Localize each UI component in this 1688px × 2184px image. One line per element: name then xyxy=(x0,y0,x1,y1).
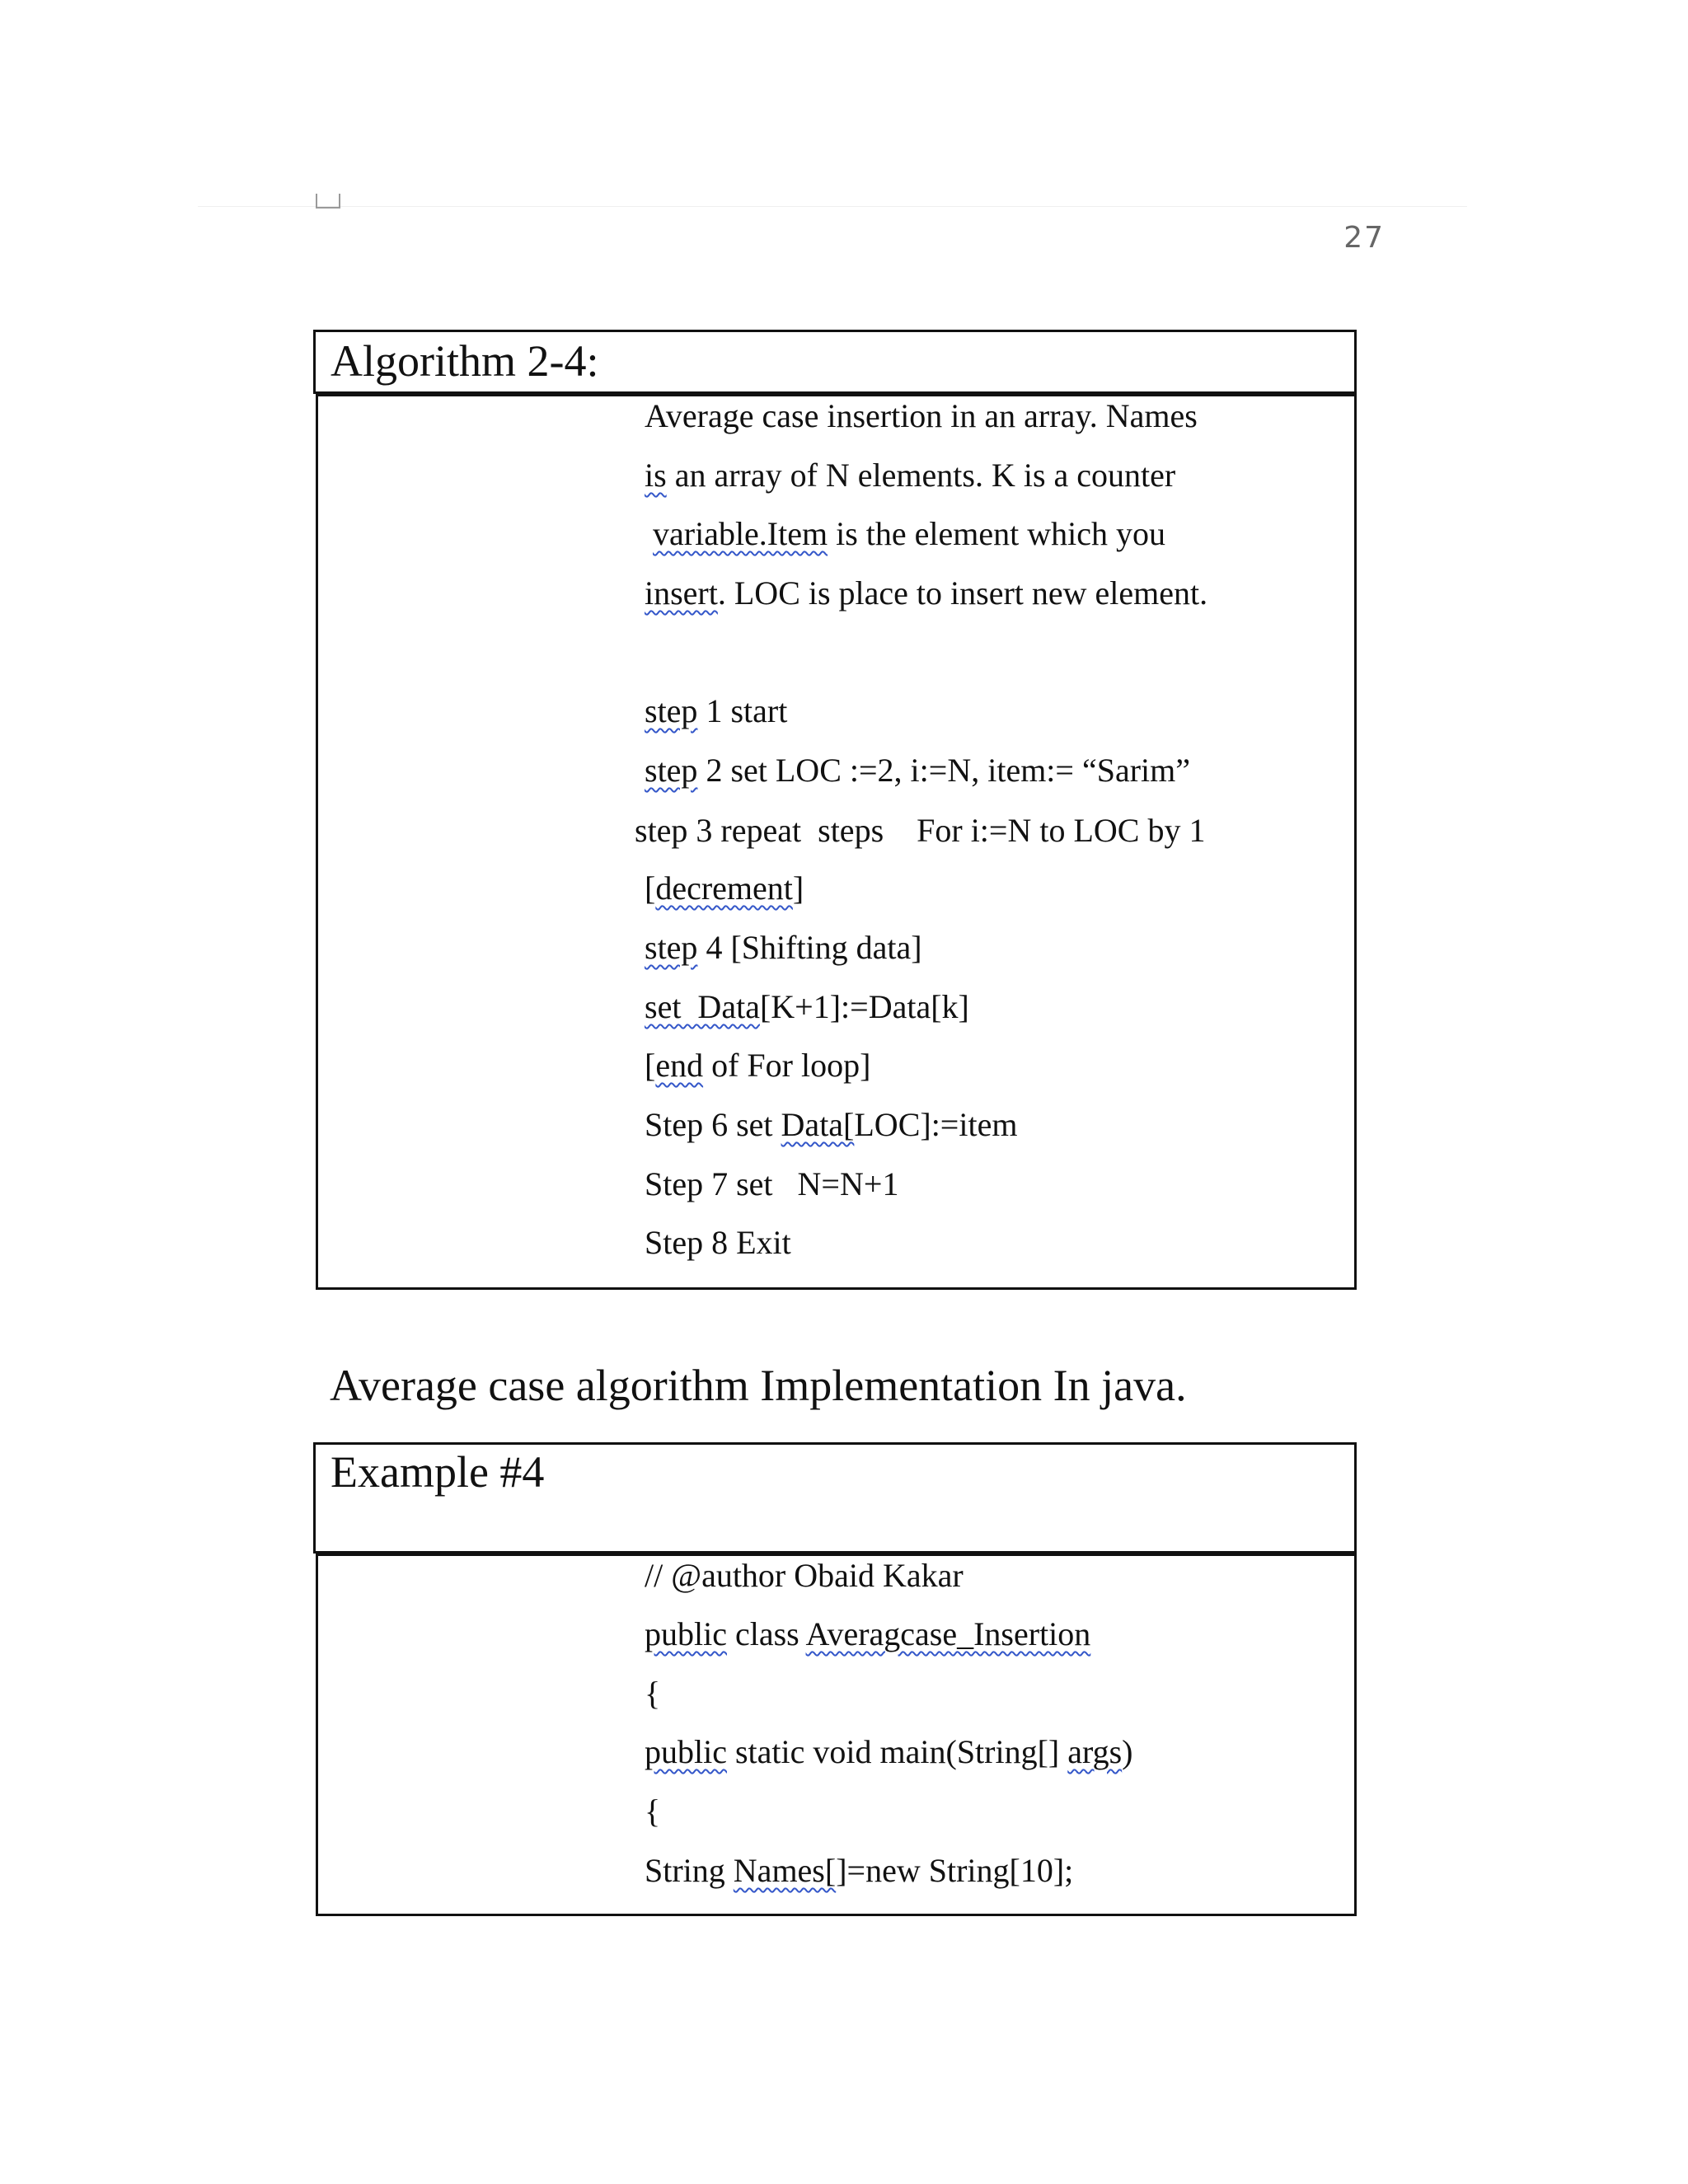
step-8: Step 8 Exit xyxy=(645,1224,791,1261)
code-line-3: { xyxy=(645,1675,661,1712)
page-number: 27 xyxy=(1343,221,1385,255)
header-rule xyxy=(198,206,1467,207)
algorithm-title-box xyxy=(313,330,1357,394)
header-corner-mark xyxy=(316,194,340,209)
code-line-5: { xyxy=(645,1793,661,1830)
example-title-box xyxy=(313,1442,1357,1554)
description-line-1: Average case insertion in an array. Names xyxy=(645,397,1198,434)
section-heading: Average case algorithm Implementation In java. xyxy=(330,1361,1187,1410)
algorithm-title: Algorithm 2-4: xyxy=(331,336,599,386)
code-line-6: String Names[]=new String[10]; xyxy=(645,1852,1074,1889)
code-line-4: public static void main(String[] args) xyxy=(645,1733,1133,1770)
code-line-1: // @author Obaid Kakar xyxy=(645,1557,964,1594)
step-3: step 3 repeat steps For i:=N to LOC by 1 xyxy=(635,812,1206,849)
description-line-2: is an array of N elements. K is a counter xyxy=(645,457,1176,494)
step-7: Step 7 set N=N+1 xyxy=(645,1165,899,1202)
step-5: set Data[K+1]:=Data[k] xyxy=(645,988,969,1025)
code-line-2: public class Averagcase_Insertion xyxy=(645,1615,1091,1652)
step-2: step 2 set LOC :=2, i:=N, item:= “Sarim” xyxy=(645,752,1191,789)
description-line-3: variable.Item is the element which you xyxy=(653,515,1166,552)
example-title: Example #4 xyxy=(331,1447,545,1497)
description-line-4: insert. LOC is place to insert new element. xyxy=(645,574,1208,612)
step-5-end-loop: [end of For loop] xyxy=(645,1047,871,1084)
step-6: Step 6 set Data[LOC]:=item xyxy=(645,1106,1018,1143)
step-1: step 1 start xyxy=(645,692,788,729)
step-4: step 4 [Shifting data] xyxy=(645,929,922,966)
step-3-continuation: [decrement] xyxy=(645,869,804,907)
